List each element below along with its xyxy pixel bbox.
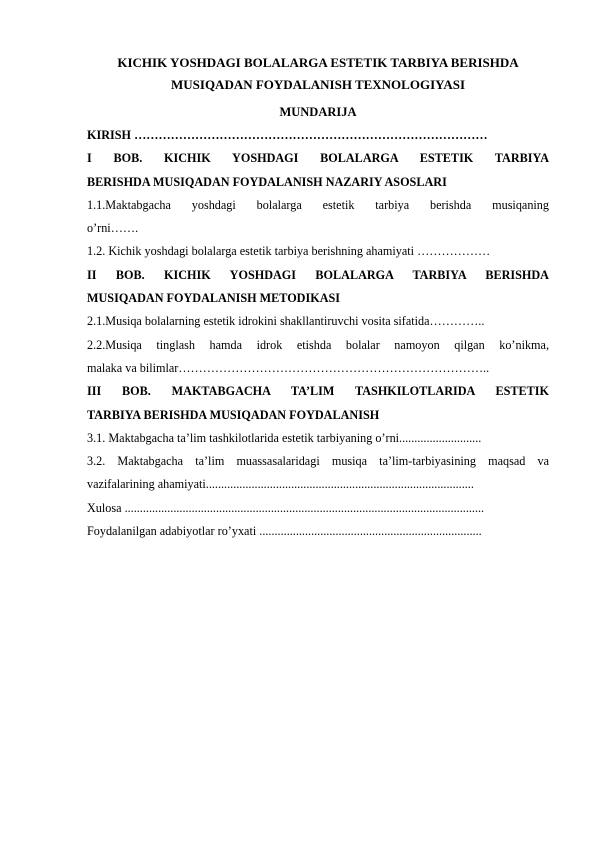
toc-entry: Xulosa ......................................................................................................................	[87, 500, 485, 515]
toc-entry: III BOB. MAKTABGACHA TA’LIM TASHKILOTLARIDA ESTETIK	[87, 384, 549, 399]
toc-entry: TARBIYA BERISHDA MUSIQADAN FOYDALANISH	[87, 407, 380, 422]
toc-entry: 2.2.Musiqa tinglash hamda idrok etishda bolalar namoyon qilgan ko’nikma,	[87, 337, 549, 352]
toc-entry: o’rni…….	[87, 221, 139, 236]
toc-entry: BERISHDA MUSIQADAN FOYDALANISH NAZARIY ASOSLARI	[87, 174, 447, 189]
toc-entry: 1.1.Maktabgacha yoshdagi bolalarga estetik tarbiya berishda musiqaning	[87, 197, 549, 212]
toc-entry: malaka va bilimlar…………………………………………………………………..	[87, 360, 490, 375]
document-page	[87, 52, 549, 543]
toc-entry: KIRISH ……………………………………………………………………………	[87, 128, 488, 142]
toc-entry: II BOB. KICHIK YOSHDAGI BOLALARGA TARBIYA BERISHDA	[87, 267, 549, 282]
toc-entry: 3.1. Maktabgacha ta’lim tashkilotlarida estetik tarbiyaning o’rni...........................	[87, 430, 482, 445]
toc-entry: Foydalanilgan adabiyotlar ro’yxati .........................................................................	[87, 524, 482, 539]
toc-entry: MUSIQADAN FOYDALANISH METODIKASI	[87, 291, 341, 306]
toc-entry: I BOB. KICHIK YOSHDAGI BOLALARGA ESTETIK TARBIYA	[87, 151, 549, 166]
contents-heading: MUNDARIJA	[279, 105, 357, 119]
table-of-contents	[87, 124, 549, 543]
toc-entry: vazifalarining ahamiyati........................................................................................	[87, 477, 474, 492]
toc-entry: 3.2. Maktabgacha ta’lim muassasalaridagi musiqa ta’lim-tarbiyasining maqsad va	[87, 454, 549, 469]
document-title-line-1: KICHIK YOSHDAGI BOLALARGA ESTETIK TARBIYA BERISHDA	[117, 55, 519, 70]
toc-entry: 2.1.Musiqa bolalarning estetik idrokini shakllantiruvchi vosita sifatida…………..	[87, 314, 485, 329]
toc-entry: 1.2. Kichik yoshdagi bolalarga estetik tarbiya berishning ahamiyati ………………	[87, 244, 491, 259]
document-title-line-2: MUSIQADAN FOYDALANISH TEXNOLOGIYASI	[171, 77, 465, 92]
